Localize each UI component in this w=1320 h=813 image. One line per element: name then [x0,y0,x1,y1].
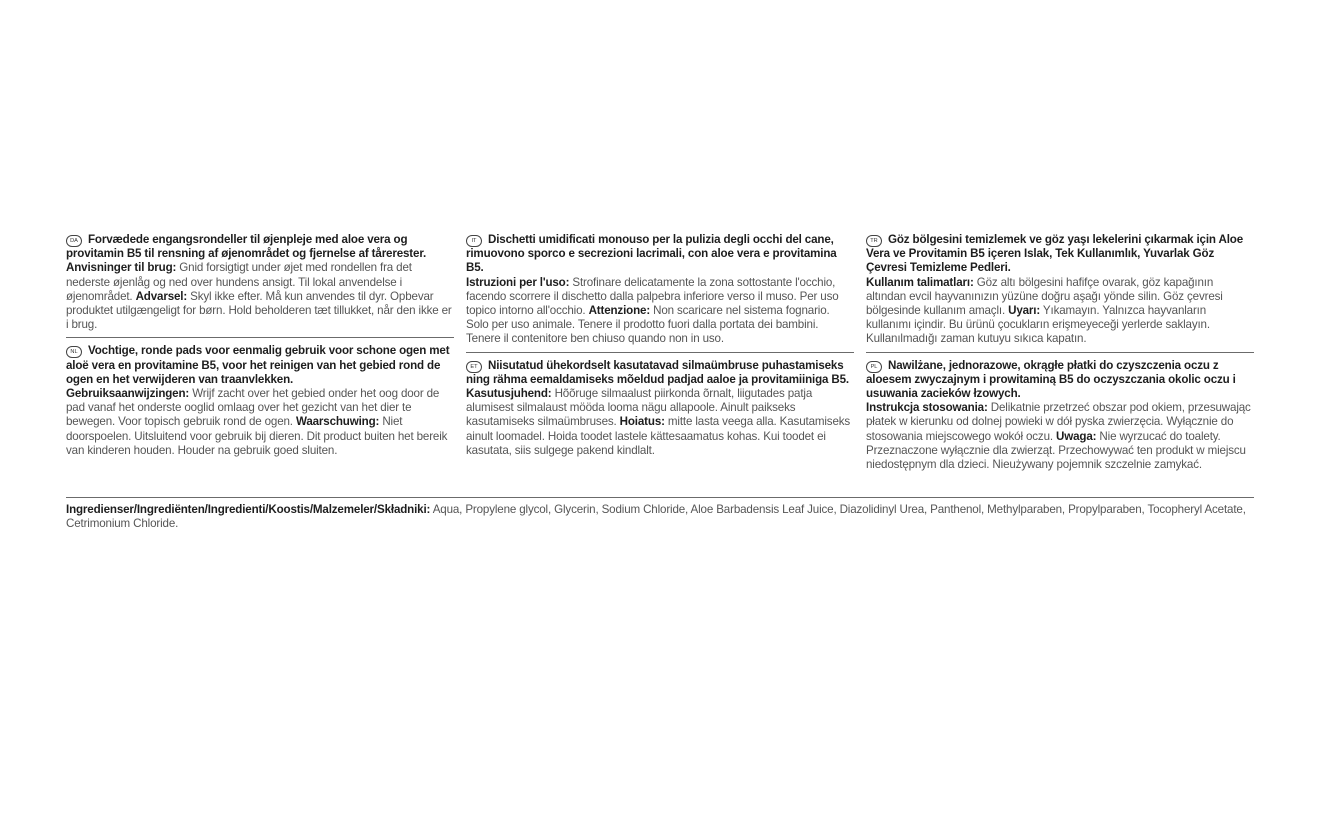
text-block-it [466,233,854,353]
ingredients-text: Aqua, Propylene glycol, Glycerin, Sodium Chloride, Aloe Barbadensis Leaf Juice, Diazolidinyl Urea, Panthenol, Methylparaben, Propylparaben, Tocopheryl Acetate, Cetrimonium Chloride. [66,503,1246,531]
heading-text-it: Dischetti umidificati monouso per la pulizia degli occhi del cane, rimuovono sporco e secrezioni lacrimali, con aloe vera e provitamina B5. [466,233,837,275]
warning-text-tr: Yıkamayın. Yalnızca hayvanların kullanımı içindir. Bu ürünü çocukların erişmeyeceği yerlerde saklayın. Kullanılmadığı zaman kutuyu sıkıca kapatın. [866,304,1210,346]
ingredients-label: Ingredienser/Ingrediënten/Ingredienti/Koostis/Malzemeler/Składniki: [66,503,431,516]
instructions-text-da: Gnid forsigtigt under øjet med rondellen fra det nederste øjenlåg og ned over hundens ansigt. Til lokal anvendelse i øjenområdet. [66,261,412,303]
instructions-text-tr: Göz altı bölgesini hafifçe ovarak, göz kapağının altından evcil hayvanınızın yüzüne doğru aşağı yönde silin. Göz çevresi bölgesinde kullanım amaçlı. [866,275,1223,318]
text-block-tr [866,233,1254,353]
language-badge-nl: NL [66,346,82,358]
instructions-label-pl: Instrukcja stosowania: [866,401,988,415]
warning-text-nl: Niet doorspoelen. Uitsluitend voor gebruik bij dieren. Dit product buiten het bereik van kinderen houden. Houder na gebruik goed sluiten. [66,415,448,457]
product-heading-da [66,233,454,261]
warning-label-tr: Uyarı: [1008,304,1041,318]
ingredients-section [66,497,1254,531]
language-badge-it: IT [466,235,482,247]
warning-text-et: mitte lasta veega alla. Kasutamiseks ainult loomadel. Hoida toodet lastele kättesaamatus kohas. Kui toodet ei kasutata, siis sulgege pakend kindlalt. [466,415,851,457]
text-block-pl [866,359,1254,473]
heading-text-tr: Göz bölgesini temizlemek ve göz yaşı lekelerini çıkarmak için Aloe Vera ve Provitamin B5 içeren Islak, Tek Kullanımlık, Yuvarlak Göz Çevresi Temizleme Pedleri. [866,233,1244,275]
instructions-text-nl: Wrijf zacht over het gebied onder het oog door de pad vanaf het onderste ooglid omlaag over het gezicht van het dier te bewegen. Voor topisch gebruik rond de ogen. [66,387,440,429]
warning-label-pl: Uwaga: [1056,429,1097,443]
language-badge-et: ET [466,361,482,373]
language-badge-da: DA [66,235,82,247]
product-heading-pl [866,359,1254,402]
language-badge-pl: PL [866,361,882,373]
heading-text-nl: Vochtige, ronde pads voor eenmalig gebruik voor schone ogen met aloë vera en provitamine B5, voor het reinigen van het gebied rond de ogen en het verwijderen van traanvlekken. [66,344,450,386]
text-block-et [466,359,854,458]
warning-text-it: Non scaricare nel sistema fognario. Solo per uso animale. Tenere il prodotto fuori dalla portata dei bambini. Tenere il contenitore ben chiuso quando non in uso. [466,304,830,346]
column-2 [466,233,854,472]
paragraph-nl [66,387,454,458]
instructions-label-it: Istruzioni per l'uso: [466,275,570,289]
text-block-da [66,233,454,338]
paragraph-it [466,276,854,347]
warning-label-nl: Waarschuwing: [295,415,380,429]
product-heading-et [466,359,854,387]
warning-label-et: Hoiatus: [619,415,665,429]
product-heading-nl [66,344,454,387]
column-1 [66,233,454,472]
heading-text-da: Forvædede engangsrondeller til øjenpleje med aloe vera og provitamin B5 til rensning af øjenområdet og fjernelse af tårerester. [66,233,427,261]
instructions-label-et: Kasutusjuhend: [466,387,552,401]
warning-label-da: Advarsel: [135,289,188,303]
text-block-nl [66,344,454,458]
language-badge-tr: TR [866,235,882,247]
paragraph-da [66,261,454,332]
product-heading-it [466,233,854,276]
heading-text-pl: Nawilżane, jednorazowe, okrągłe płatki do czyszczenia oczu z aloesem zwyczajnym i prowitaminą B5 do oczyszczania okolic oczu i usuwania zacieków łzowych. [866,358,1236,401]
instructions-text-it: Strofinare delicatamente la zona sottostante l'occhio, facendo scorrere il dischetto dalla palpebra inferiore verso il muso. Per uso topico intorno all'occhio. [466,275,839,318]
instructions-label-nl: Gebruiksaanwijzingen: [66,387,190,401]
warning-text-da: Skyl ikke efter. Må kun anvendes til dyr. Opbevar produktet utilgængeligt for børn. Hold beholderen tæt tillukket, når den ikke er i brug. [66,289,452,332]
instructions-text-pl: Delikatnie przetrzeć obszar pod okiem, przesuwając płatek w kierunku od dolnej powieki w dół pyska zwierzęcia. Wyłącznie do stosowania miejscowego wokół oczu. [866,401,1251,443]
instructions-text-et: Hõõruge silmaalust piirkonda õrnalt, liigutades patja alumisest silmalaust mööda looma nägu allapoole. Ainult paikseks kasutamiseks silmaümbruses. [466,387,813,429]
warning-text-pl: Nie wyrzucać do toalety. Przeznaczone wyłącznie dla zwierząt. Przechowywać ten produkt w miejscu niedostępnym dla dzieci. Nieużywany pojemnik szczelnie zamykać. [866,429,1246,472]
warning-label-it: Attenzione: [588,304,651,318]
instructions-label-tr: Kullanım talimatları: [866,275,974,289]
column-3 [866,233,1254,472]
label-text-grid [66,233,1254,472]
paragraph-pl [866,401,1254,472]
heading-text-et: Niisutatud ühekordselt kasutatavad silmaümbruse puhastamiseks ning rähma eemaldamiseks mõeldud padjad aaloe ja provitamiiniga B5. [466,358,849,386]
paragraph-et [466,387,854,458]
paragraph-tr [866,276,1254,347]
product-heading-tr [866,233,1254,276]
instructions-label-da: Anvisninger til brug: [66,261,177,275]
